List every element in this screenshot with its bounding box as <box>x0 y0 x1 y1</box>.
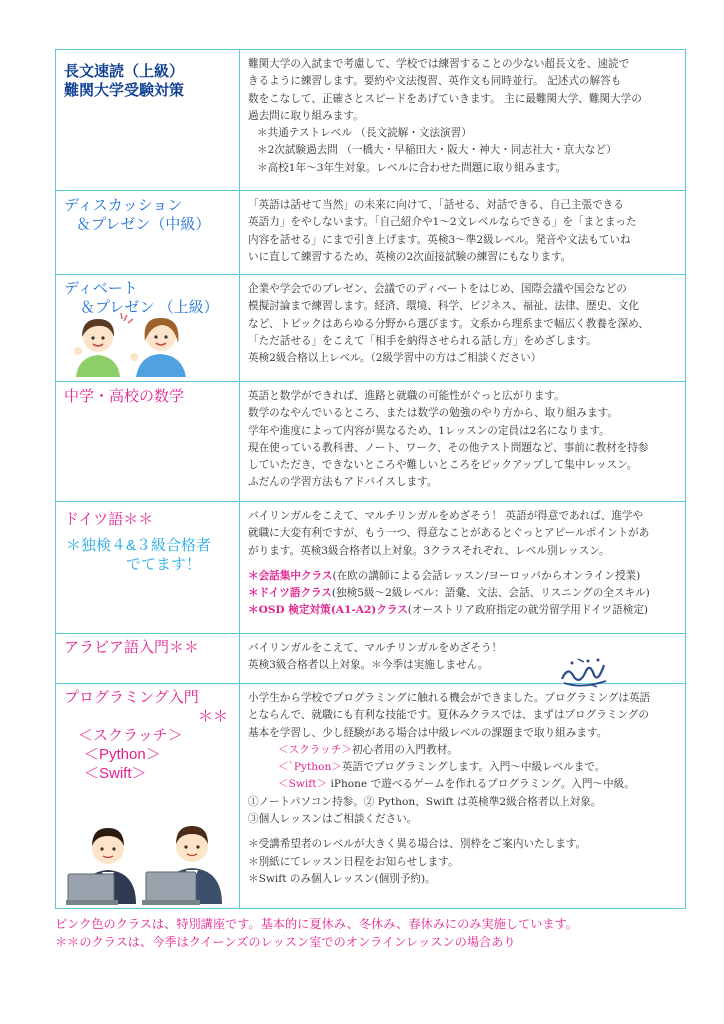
course-description: 「英語は話せて当然」の未来に向けて、「話せる、対話できる、自己主張できる 英語力」をやしないます。「自己紹介や1～2文レベルならできる」を「まとまった 内容を話せる」にまで引き上げます。英検3～準2級レベル。発音や文法もていね いに直して練習するため、英検の2次面接試験の練習にもなります。 <box>240 191 686 275</box>
course-title: 中学・高校の数学 <box>64 388 185 405</box>
course-description: バイリンガルをこえて、マルチリンガルをめざそう！ 英語が得意であれば、進学や 就職に大変有利ですが、もう一つ、得意なことがあるとぐっとアピールポイントがあ がります。英検3級合格者以上対象。3クラスそれぞれ、レベル別レッスン。 ＊会話集中クラス(在欧の講師による会話レッスン/ヨーロッパからオンライン授業) ＊ドイツ語クラス(独検5級～2級レベル：語彙、文法、会話、リスニングの全スキル) ＊OSD 検定対策(A1-A2)クラス(オーストリア政府指定の就労留学用ドイツ語検定) <box>240 502 686 634</box>
course-description: 企業や学会でのプレゼン、会議でのディベートをはじめ、国際会議や国会などの 模擬討論まで練習します。経済、環境、科学、ビジネス、福祉、法律、歴史、文化 など、トピックはあらゆる分野から選びます。文系から理系まで幅広く教養を深め、 「ただ話せる」をこえて「相手を納得させられる話し方」をめざします。 英検2級合格以上レベル。（2級学習中の方はご相談ください） <box>240 275 686 382</box>
class-item: ＊会話集中クラス(在欧の講師による会話レッスン/ヨーロッパからオンライン授業) <box>248 569 641 582</box>
course-title: アラビア語入門＊＊ <box>64 639 200 656</box>
course-subtitle: ＊独検４&３級合格者 でてます！ <box>66 537 212 573</box>
class-item: ＊ドイツ語クラス(独検5級～2級レベル：語彙、文法、会話、リスニングの全スキル) <box>248 587 650 600</box>
course-description: バイリンガルをこえて、マルチリンガルをめざそう！ 英検3級合格者以上対象。＊今季は実施しません。 <box>240 634 686 684</box>
course-title: ディベート ＆プレゼン （上級） <box>64 280 219 316</box>
course-description: 英語と数学ができれば、進路と就職の可能性がぐっと広がります。 数学のなやんでいるところ、または数学の勉強のやり方から、取り組みます。 学年や進度によって内容が異なるため、1レッスンの定員は2名になります。 現在使っている教科書、ノート、ワーク、その他テスト問題など、事前に教材を持参 していただき、できないところや難しいところをピックアップして集中レッスン。 ふだんの学習方法もアドバイスします。 <box>240 382 686 502</box>
course-title: ディスカッション ＆プレゼン（中級） <box>64 197 211 233</box>
program-item: ＜`Python＞英語でプログラミングします。入門～中級レベルまで。 <box>278 761 606 774</box>
arabic-calligraphy-logo <box>558 655 610 689</box>
two-businessmen-laptops-illustration <box>66 814 231 906</box>
course-title: ドイツ語＊＊ <box>64 511 154 528</box>
program-item: ＜Swift＞ iPhone で遊べるゲームを作れるプログラミング。入門～中級。 <box>278 778 635 791</box>
course-title-cell <box>56 50 240 191</box>
course-row-math <box>56 382 686 502</box>
two-girls-illustration <box>68 311 196 379</box>
course-title-cell <box>56 684 240 909</box>
course-title-cell <box>56 502 240 634</box>
course-title-cell <box>56 634 240 684</box>
course-row-reading <box>56 50 686 191</box>
course-description: 難関大学の入試まで考慮して、学校では練習することの少ない超長文を、速読で きるように練習します。要約や文法復習、英作文も同時並行。 記述式の解答も 数をこなして、正確さとスピードをあげていきます。 主に最難関大学、難関大学の 過去問に取り組みます。 ＊共通テストレベル （長文読解・文法演習） ＊2次試験過去問 （一橋大・早稲田大・阪大・神大・同志社大・京大など） ＊高校1年～3年生対象。レベルに合わせた問題に取り組みます。 <box>240 50 686 191</box>
course-title-cell <box>56 275 240 382</box>
course-row-discussion <box>56 191 686 275</box>
course-title-cell <box>56 382 240 502</box>
class-item: ＊OSD 検定対策(A1-A2)クラス(オーストリア政府指定の就労留学用ドイツ語検定) <box>248 604 649 617</box>
course-row-debate <box>56 275 686 382</box>
course-title: プログラミング入門 ＊＊ ＜スクラッチ＞ ＜Python＞ ＜Swift＞ <box>64 689 228 782</box>
footer-notes: ピンク色のクラスは、特別講座です。基本的に夏休み、冬休み、春休みにのみ実施しています。 ＊＊のクラスは、今季はクイーンズのレッスン室でのオンラインレッスンの場合あり <box>55 917 578 949</box>
course-title-cell <box>56 191 240 275</box>
course-description: 小学生から学校でプログラミングに触れる機会ができました。プログラミングは英語 とならんで、就職にも有利な技能です。夏休みクラスでは、まずはプログラミングの 基本を学習し、少し経験がある場合は中級レベルの課題まで取り組みます。 ＜スクラッチ＞初心者用の入門教材。 ＜`Python＞英語でプログラミングします。入門～中級レベルまで。 ＜Swift＞ iPhone で遊べるゲームを作れるプログラミング。入門～中級。 ①ノートパソコン持参。② Python、Swift は英検準2級合格者以上対象。 ③個人レッスンはご相談ください。 ＊受講希望者のレベルが大きく異る場合は、別枠をご案内いたします。 ＊別紙にてレッスン日程をお知らせします。 ＊Swift のみ個人レッスン(個別予約)。 <box>240 684 686 909</box>
program-item: ＜スクラッチ＞初心者用の入門教材。 <box>278 743 458 756</box>
course-row-programming <box>56 684 686 909</box>
course-title: 長文速読（上級） 難関大学受験対策 <box>64 63 185 99</box>
course-row-german <box>56 502 686 634</box>
course-table <box>55 49 686 909</box>
